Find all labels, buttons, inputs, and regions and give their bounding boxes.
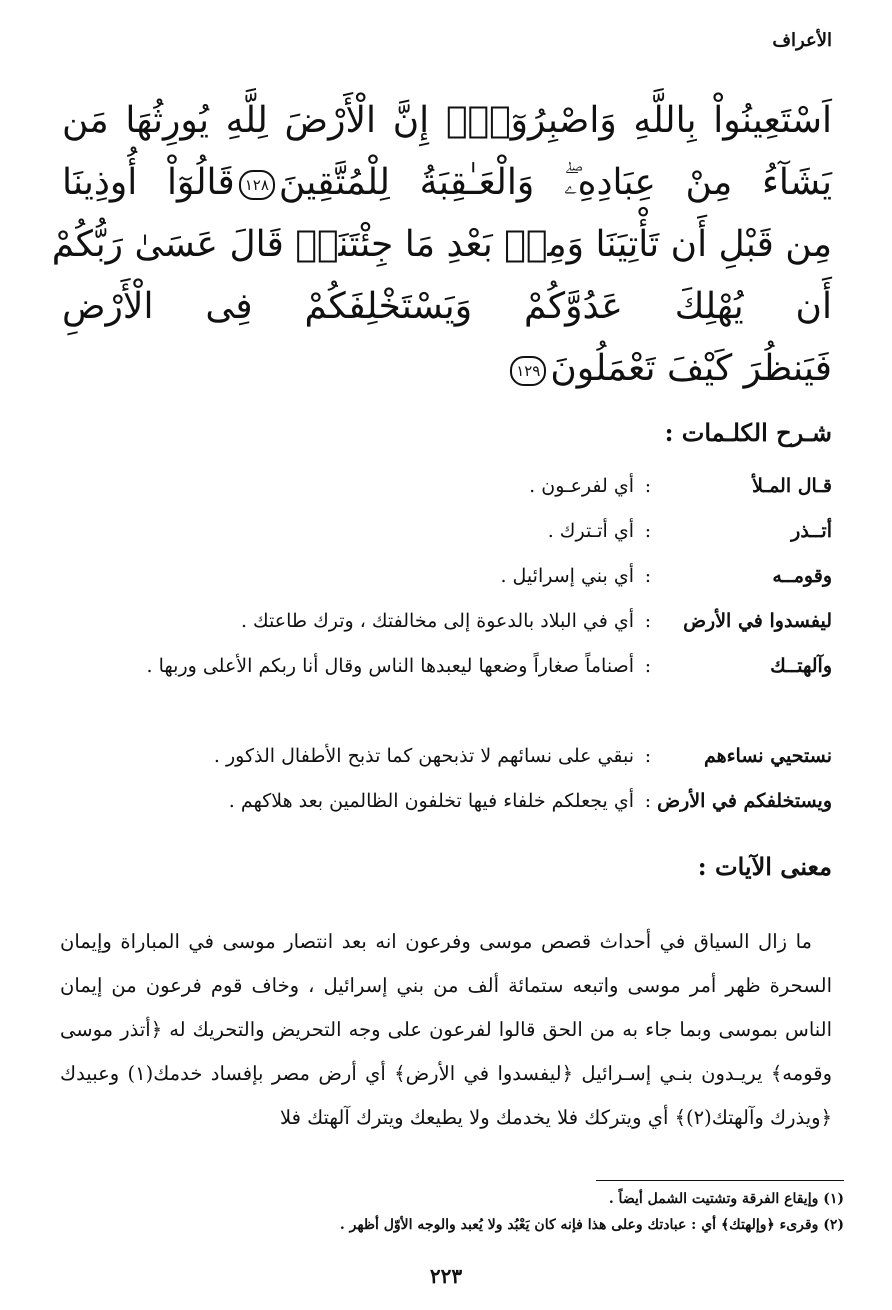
- meaning-paragraph: ما زال السياق في أحداث قصص موسى وفرعون انه بعد انتصار موسى في المباراة وإيمان السحرة ظهر أمر موسى واتبعه ستمائة ألف من بني إسرائيل ، وخاف قوم فرعون من إيمان الناس بموسى وبما جاء به من الحق قالوا لفرعون على وجه التحريض والتحريك له ﴿أتذر موسى وقومه﴾ يريـدون بنـي إسـرائيل ﴿ليفسدوا في الأرض﴾ أي أرض مصر بإفساد خدمك(١) وعبيدك ﴿ويذرك وآلهتك(٢)﴾ أي ويتركك فلا يخدمك ولا يطيعك ويترك آلهتك فلا: [60, 929, 833, 1129]
- glossary-term: وآلهتــك: [770, 655, 832, 677]
- verse-line-2-continuation: قَالُوٓاْ أُوذِينَا: [62, 162, 235, 203]
- verse-line-5-text: فَيَنظُرَ كَيْفَ تَعْمَلُونَ: [550, 348, 832, 389]
- ayah-number-129-icon: ١٢٩: [510, 356, 546, 386]
- glossary-term: ويستخلفكم في الأرض: [657, 790, 832, 812]
- meaning-heading: معنى الآيات :: [697, 852, 832, 881]
- ayah-number-128-icon: ١٢٨: [239, 170, 275, 200]
- glossary-heading: شـرح الكلـمات :: [664, 418, 832, 447]
- quran-verses-block: [51, 90, 832, 400]
- verse-line-3: مِن قَبْلِ أَن تَأْتِيَنَا وَمِنۢ بَعْدِ مَا جِئْتَنَاۚ قَالَ عَسَىٰ رَبُّكُمْ: [51, 224, 832, 265]
- glossary-definition: أصناماً صغاراً وضعها ليعبدها الناس وقال أنا ربكم الأعلى وربها .: [146, 655, 634, 677]
- glossary-colon: :: [644, 520, 652, 542]
- footnote-divider: [596, 1180, 844, 1181]
- footnote-1: (١) وإيقاع الفرقة وتشتيت الشمل أيضاً .: [608, 1191, 844, 1207]
- glossary-colon: :: [644, 475, 652, 497]
- glossary-colon: :: [644, 790, 652, 812]
- verse-line-2: [62, 152, 832, 214]
- glossary-definition: أي لفرعـون .: [529, 475, 634, 497]
- glossary-colon: :: [644, 565, 652, 587]
- page-number: ٢٢٣: [429, 1264, 463, 1288]
- verse-line-1: اَسْتَعِينُواْ بِاللَّهِ وَاصْبِرُوٓاْۖ إِنَّ الْأَرْضَ لِلَّهِ يُورِثُهَا مَن: [62, 100, 832, 141]
- footnotes-block: [54, 1186, 844, 1238]
- glossary-definition: نبقي على نسائهم لا تذبحهن كما تذبح الأطفال الذكور .: [213, 745, 634, 767]
- glossary-term: قـال المـلأ: [752, 475, 832, 497]
- glossary-colon: :: [644, 745, 652, 767]
- glossary-row: [62, 464, 832, 509]
- glossary-term: ليفسدوا في الأرض: [683, 610, 832, 632]
- glossary-colon: :: [644, 610, 652, 632]
- glossary-row: [62, 554, 832, 599]
- glossary-row: [62, 509, 832, 554]
- glossary-row: [62, 734, 832, 779]
- glossary-colon: :: [644, 655, 652, 677]
- glossary-term: أتــذر: [791, 520, 832, 542]
- verse-line-2-text: يَشَآءُ مِنْ عِبَادِهِۦۖ وَالْعَـٰقِبَةُ لِلْمُتَّقِينَ: [278, 162, 832, 203]
- footnote-2: (٢) وقرىء ﴿وإلهتك﴾ أي : عبادتك وعلى هذا فإنه كان يَعْبُد ولا يُعبد والوجه الأوّل أظهر .: [339, 1217, 844, 1233]
- glossary-term: نستحيي نساءهم: [703, 745, 832, 767]
- glossary-definition: أي بني إسرائيل .: [500, 565, 634, 587]
- glossary-row: [62, 599, 832, 644]
- surah-title-header: الأعراف: [772, 30, 832, 51]
- glossary-definition: أي أتـترك .: [547, 520, 634, 542]
- glossary-list: [62, 464, 832, 824]
- glossary-row: [62, 644, 832, 734]
- glossary-term: وقومــه: [772, 565, 832, 587]
- verse-line-5: [62, 338, 832, 400]
- glossary-definition: أي في البلاد بالدعوة إلى مخالفتك ، وترك طاعتك .: [240, 610, 634, 632]
- glossary-row: [62, 779, 832, 824]
- verse-line-4: أَن يُهْلِكَ عَدُوَّكُمْ وَيَسْتَخْلِفَكُمْ فِى الْأَرْضِ: [62, 286, 832, 327]
- glossary-definition: أي يجعلكم خلفاء فيها تخلفون الظالمين بعد هلاكهم .: [228, 790, 634, 812]
